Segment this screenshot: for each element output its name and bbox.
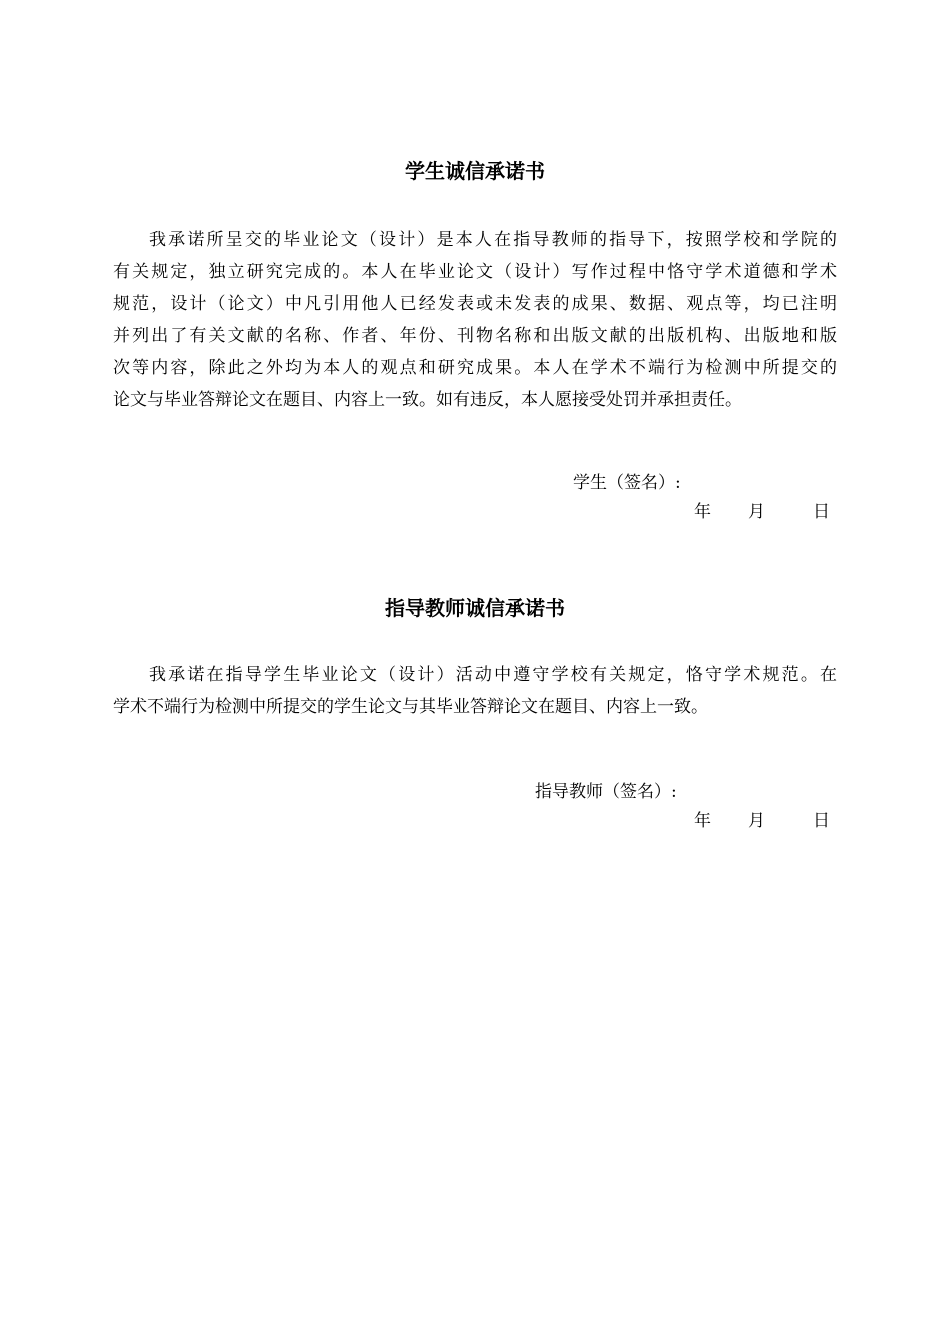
advisor-pledge-line-1: 我承诺在指导学生毕业论文（设计）活动中遵守学校有关规定，恪守学术规范。在	[149, 665, 837, 685]
student-date-year: 年	[694, 502, 711, 522]
advisor-pledge-body	[113, 659, 837, 723]
student-pledge-line-1: 我承诺所呈交的毕业论文（设计）是本人在指导教师的指导下，按照学校和学院的	[149, 230, 837, 250]
student-signature-label: 学生（签名）:	[573, 473, 681, 493]
student-date-month: 月	[748, 502, 765, 522]
student-pledge-line-5: 次等内容，除此之外均为本人的观点和研究成果。本人在学术不端行为检测中所提交的	[113, 358, 837, 378]
advisor-signature-label: 指导教师（签名）:	[535, 782, 677, 802]
advisor-date-day: 日	[813, 811, 830, 831]
student-pledge-line-6: 论文与毕业答辩论文在题目、内容上一致。如有违反，本人愿接受处罚并承担责任。	[113, 390, 742, 410]
student-pledge-title: 学生诚信承诺书	[405, 159, 545, 183]
student-pledge-body	[113, 224, 837, 416]
advisor-pledge-title: 指导教师诚信承诺书	[385, 596, 565, 620]
student-date-day: 日	[813, 502, 830, 522]
student-pledge-line-4: 并列出了有关文献的名称、作者、年份、刊物名称和出版文献的出版机构、出版地和版	[113, 326, 837, 346]
advisor-date-year: 年	[694, 811, 711, 831]
advisor-pledge-line-2: 学术不端行为检测中所提交的学生论文与其毕业答辩论文在题目、内容上一致。	[113, 697, 708, 717]
advisor-date-month: 月	[748, 811, 765, 831]
student-pledge-line-2: 有关规定，独立研究完成的。本人在毕业论文（设计）写作过程中恪守学术道德和学术	[113, 262, 837, 282]
student-pledge-line-3: 规范，设计（论文）中凡引用他人已经发表或未发表的成果、数据、观点等，均已注明	[113, 294, 837, 314]
